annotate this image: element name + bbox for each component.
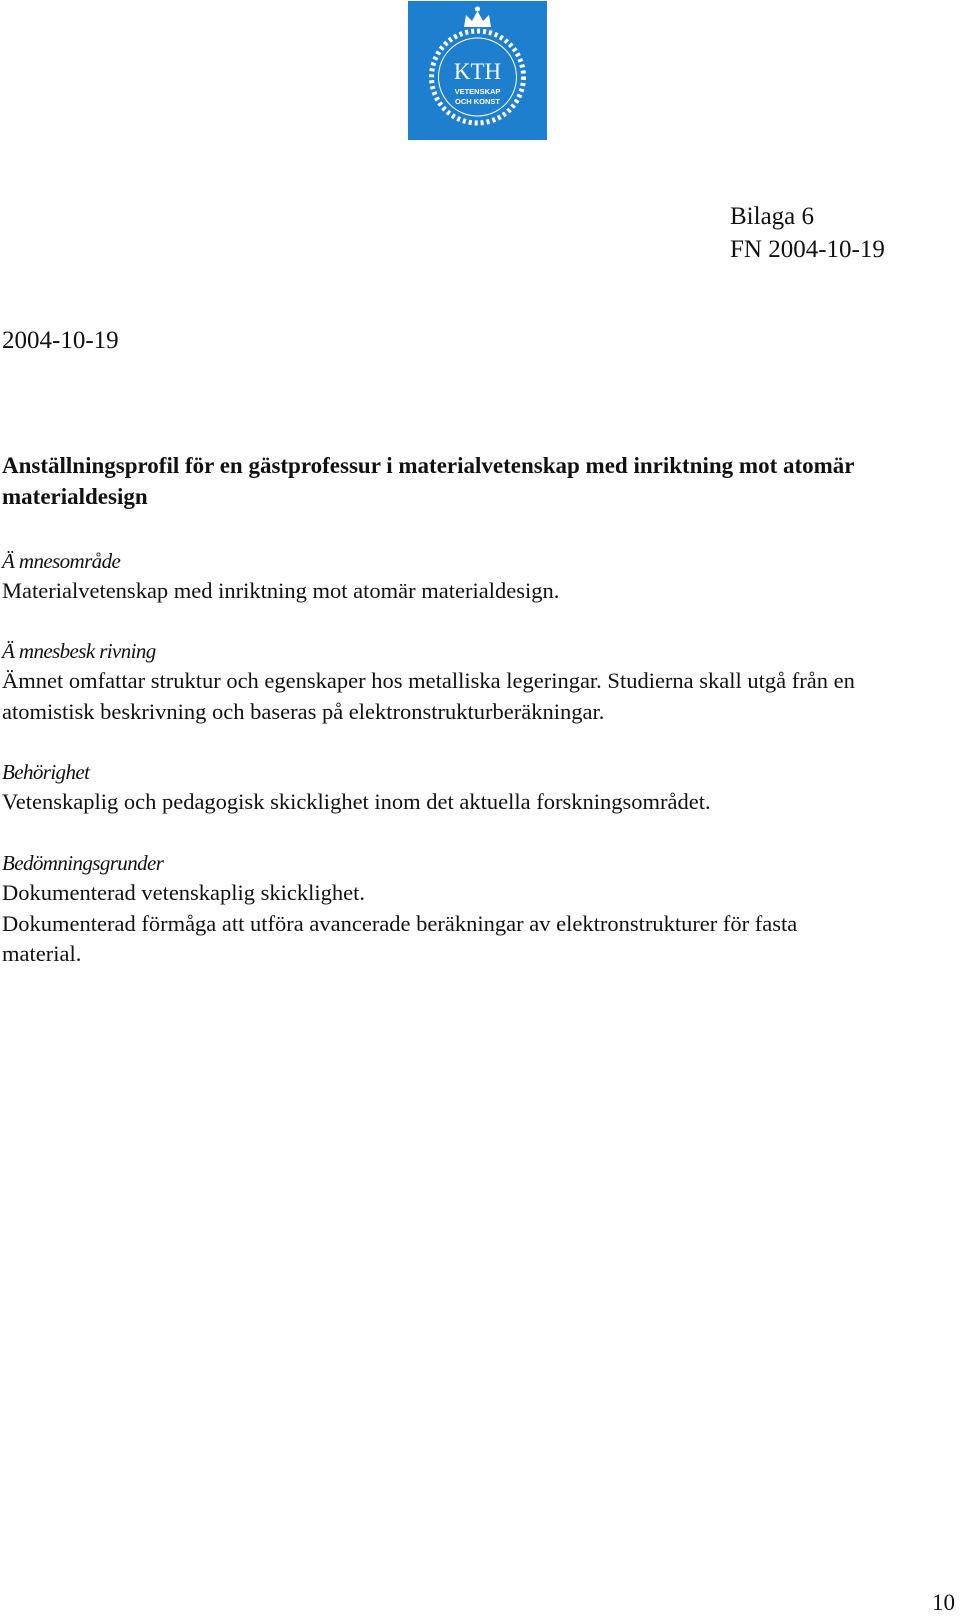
page-number: 10 [932,1590,955,1615]
kth-seal-icon [408,1,547,140]
logo-kth-text: KTH [453,59,502,84]
section-eligibility [2,757,902,818]
section-body: Materialvetenskap med inriktning mot atomär materialdesign. [2,578,560,603]
document-date: 2004-10-19 [2,327,119,354]
section-heading: Ä mnesområde [2,549,121,573]
section-heading: Behörighet [2,760,90,784]
section-heading: Bedömningsgrunder [2,851,164,875]
section-heading: Ä mnesbesk rivning [2,639,156,663]
reference-date: FN 2004-10-19 [730,236,885,263]
document-title: Anställningsprofil för en gästprofessur i materialvetenskap med inriktning mot atomär materialdesign [2,453,855,509]
appendix-label: Bilaga 6 [730,203,815,230]
svg-text:OCH KONST: OCH KONST [455,97,500,106]
svg-text:VETENSKAP: VETENSKAP [454,87,501,96]
kth-logo [408,1,547,140]
section-subject-area [2,546,902,607]
section-body: Ämnet omfattar struktur och egenskaper hos metalliska legeringar. Studierna skall utgå från en atomistisk beskrivning och baseras på elektronstrukturberäkningar. [2,668,855,724]
section-subject-description [2,636,902,727]
section-body: Vetenskaplig och pedagogisk skicklighet inom det aktuella forskningsområdet. [2,789,711,814]
section-body-line: Dokumenterad vetenskaplig skicklighet. [2,880,366,905]
document-reference [730,200,885,266]
section-assessment-criteria [2,848,902,970]
section-body-line: Dokumenterad förmåga att utföra avancerade beräkningar av elektronstrukturer för fasta material. [2,910,798,966]
